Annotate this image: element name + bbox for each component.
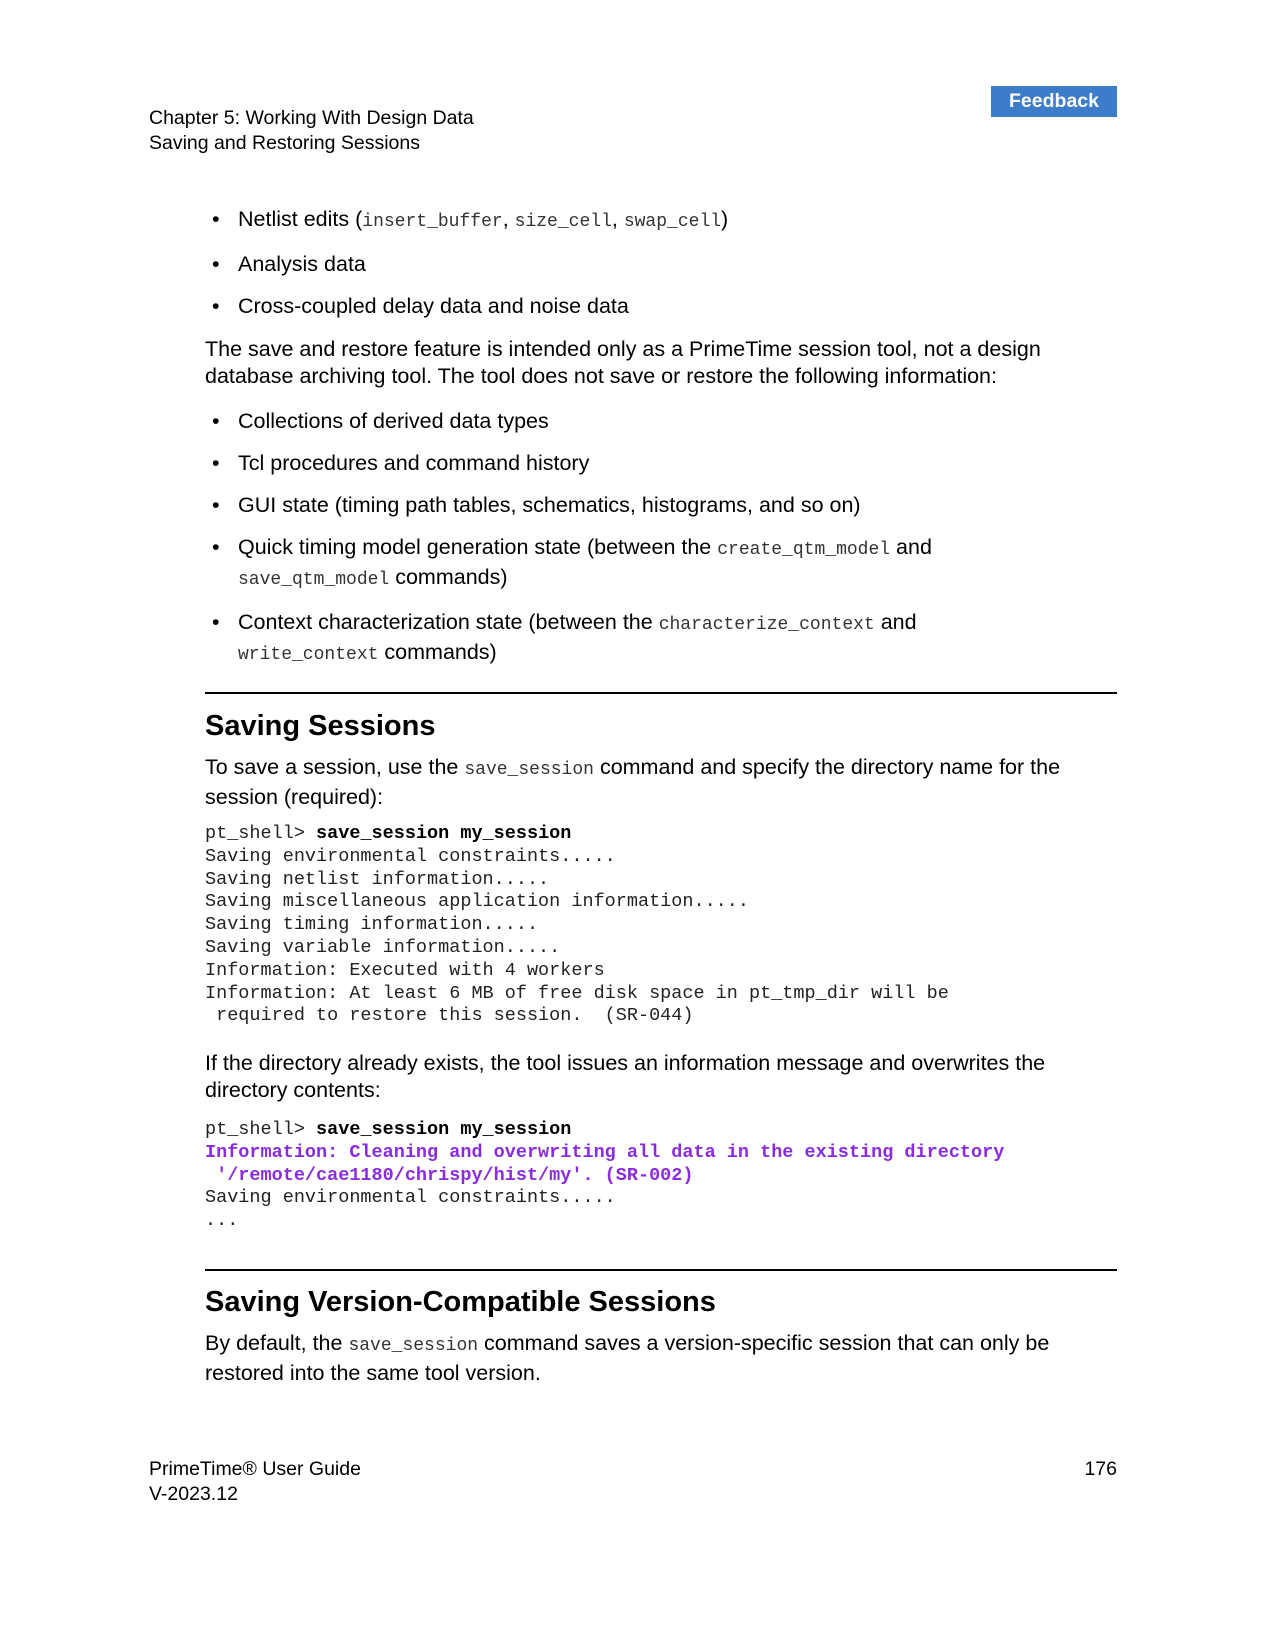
text-run: and (874, 610, 917, 634)
list-item (205, 408, 1125, 435)
code-prompt: pt_shell> (205, 823, 317, 844)
text-run: Context characterization state (between the (238, 610, 659, 634)
inline-code: create_qtm_model (717, 540, 891, 560)
list-item (205, 293, 1125, 320)
saving-sessions-paragraph (205, 754, 1125, 811)
text-run: Cross-coupled delay data and noise data (238, 294, 629, 318)
feedback-button[interactable]: Feedback (991, 86, 1117, 117)
bullet-icon: • (212, 610, 220, 634)
section-heading-saving-sessions: Saving Sessions (205, 710, 436, 742)
inline-code: save_qtm_model (238, 570, 390, 590)
footer-version: V-2023.12 (149, 1483, 238, 1505)
list-item (205, 609, 1125, 669)
bullet-icon: • (212, 535, 220, 559)
code-example-overwrite (205, 1119, 1004, 1233)
bullet-icon: • (212, 493, 220, 517)
text-run: commands) (378, 640, 497, 664)
section-heading-version-compatible: Saving Version-Compatible Sessions (205, 1286, 716, 1318)
text-run: GUI state (timing path tables, schematics, histograms, and so on) (238, 493, 861, 517)
code-output: Saving environmental constraints..... Saving netlist information..... Saving miscellaneous application information..... Saving timing information..... Saving variable information..... Information: Executed with 4 workers Information: At least 6 MB of free disk space in pt_tmp_dir will be required to restore this session. (SR-044) (205, 845, 949, 1027)
section-divider (205, 692, 1117, 694)
inline-code: save_session (464, 760, 594, 780)
text-run: By default, the (205, 1331, 349, 1355)
text-run: To save a session, use the (205, 755, 465, 779)
saved-items-list (205, 206, 1125, 335)
code-example-save (205, 823, 949, 1028)
text-run: Quick timing model generation state (between the (238, 535, 718, 559)
bullet-icon: • (212, 252, 220, 276)
code-prompt: pt_shell> (205, 1119, 317, 1140)
bullet-icon: • (212, 409, 220, 433)
intro-paragraph: The save and restore feature is intended only as a PrimeTime session tool, not a design database archiving tool. The tool does not save or restore the following information: (205, 337, 1041, 388)
inline-code: characterize_context (658, 615, 875, 635)
inline-code: write_context (238, 645, 379, 665)
code-output: Saving environmental constraints..... ... (205, 1187, 616, 1232)
bullet-icon: • (212, 207, 220, 231)
text-run: , (611, 207, 624, 231)
inline-code: save_session (348, 1336, 479, 1356)
code-info-message: Information: Cleaning and overwriting all data in the existing directory '/remote/cae1180/chrispy/hist/my'. (SR-002) (205, 1141, 1005, 1186)
chapter-title: Chapter 5: Working With Design Data (149, 107, 474, 129)
text-run: command saves a version-specific session that can only be restored into the same tool version. (205, 1331, 1050, 1385)
list-item (205, 206, 1125, 236)
section-divider (205, 1269, 1117, 1271)
inline-code: swap_cell (623, 212, 722, 232)
text-run: and (890, 535, 932, 559)
list-item (205, 251, 1125, 278)
list-item (205, 450, 1125, 477)
overwrite-paragraph: If the directory already exists, the tool issues an information message and overwrites the directory contents: (205, 1051, 1046, 1102)
version-compatible-paragraph (205, 1330, 1125, 1387)
list-item (205, 492, 1125, 519)
text-run: Collections of derived data types (238, 409, 549, 433)
bullet-icon: • (212, 294, 220, 318)
text-run: Tcl procedures and command history (238, 451, 590, 475)
text-run: commands) (389, 565, 508, 589)
text-run: ) (721, 207, 729, 231)
text-run: , (502, 207, 515, 231)
code-command: save_session my_session (316, 1119, 572, 1140)
page-number: 176 (1084, 1458, 1117, 1480)
inline-code: size_cell (514, 212, 612, 232)
section-title: Saving and Restoring Sessions (149, 132, 420, 154)
footer-guide-title: PrimeTime® User Guide (149, 1458, 361, 1480)
not-saved-list (205, 408, 1125, 684)
code-command: save_session my_session (316, 823, 572, 844)
text-run: Netlist edits ( (238, 207, 363, 231)
inline-code: insert_buffer (362, 212, 503, 232)
text-run: command and specify the directory name for the session (required): (205, 755, 1061, 809)
text-run: Analysis data (238, 252, 366, 276)
list-item (205, 534, 1125, 594)
bullet-icon: • (212, 451, 220, 475)
